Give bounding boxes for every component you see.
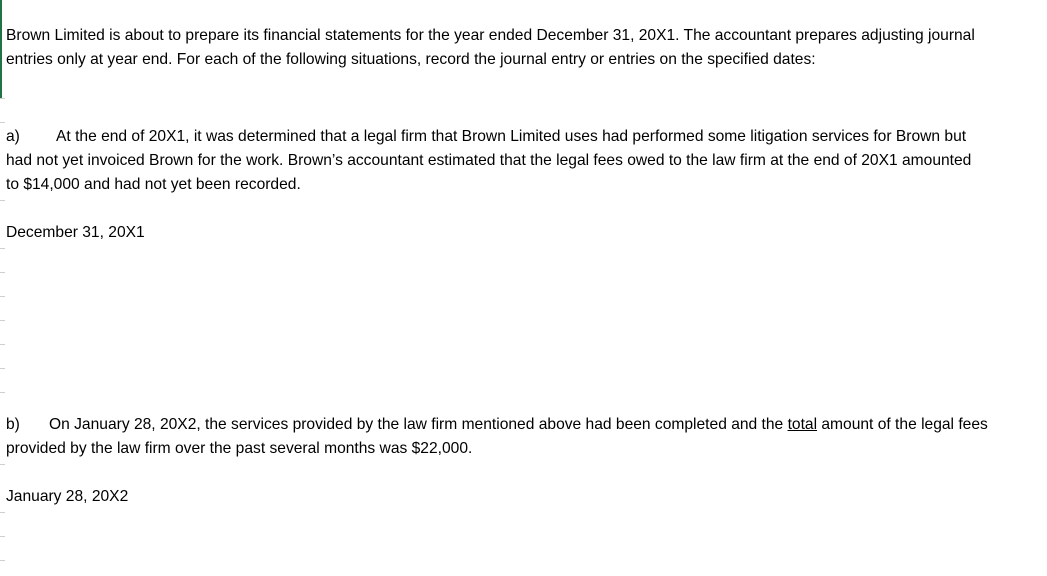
part-b-date: January 28, 20X2 bbox=[6, 488, 129, 505]
part-a-line: had not yet invoiced Brown for the work. Brown’s accountant estimated that the legal fees owed to the law firm at the end of 20X1 amounted bbox=[6, 152, 972, 169]
part-b-line bbox=[6, 413, 1044, 437]
part-a-line bbox=[6, 125, 1044, 149]
gridline bbox=[0, 248, 5, 249]
part-b-underlined-word: total bbox=[787, 416, 818, 433]
gridline bbox=[0, 344, 5, 345]
part-a-line: to $14,000 and had not yet been recorded. bbox=[6, 176, 301, 193]
part-b-text: On January 28, 20X2, the services provided by the law firm mentioned above had been completed and the bbox=[49, 416, 788, 433]
active-cell-indicator bbox=[0, 0, 2, 98]
part-b-cell[interactable] bbox=[6, 413, 1044, 461]
gridline bbox=[0, 296, 5, 297]
gridline bbox=[0, 512, 5, 513]
part-b-date-cell[interactable] bbox=[6, 485, 1044, 509]
gridline bbox=[0, 392, 5, 393]
part-a-date-cell[interactable] bbox=[6, 221, 1044, 245]
gridline bbox=[0, 368, 5, 369]
gridline bbox=[0, 320, 5, 321]
gridline bbox=[0, 464, 5, 465]
intro-cell[interactable] bbox=[6, 24, 1044, 72]
part-b-text: amount of the legal fees bbox=[817, 416, 988, 433]
part-a-text: At the end of 20X1, it was determined that a legal firm that Brown Limited uses had performed some litigation services for Brown but bbox=[56, 128, 967, 145]
part-b-line: provided by the law firm over the past several months was $22,000. bbox=[6, 440, 473, 457]
part-a-date: December 31, 20X1 bbox=[6, 224, 145, 241]
intro-line: entries only at year end. For each of the following situations, record the journal entry or entries on the specified dates: bbox=[6, 51, 816, 68]
part-a-cell[interactable] bbox=[6, 125, 1044, 197]
intro-line: Brown Limited is about to prepare its financial statements for the year ended December 31, 20X1. The accountant prepares adjusting journal bbox=[6, 27, 975, 44]
gridline bbox=[0, 98, 5, 99]
part-a-label: a) bbox=[6, 128, 20, 145]
part-b-label: b) bbox=[6, 416, 20, 433]
gridline bbox=[0, 272, 5, 273]
gridline bbox=[0, 200, 5, 201]
gridline bbox=[0, 536, 5, 537]
gridline bbox=[0, 122, 5, 123]
gridline bbox=[0, 560, 5, 561]
